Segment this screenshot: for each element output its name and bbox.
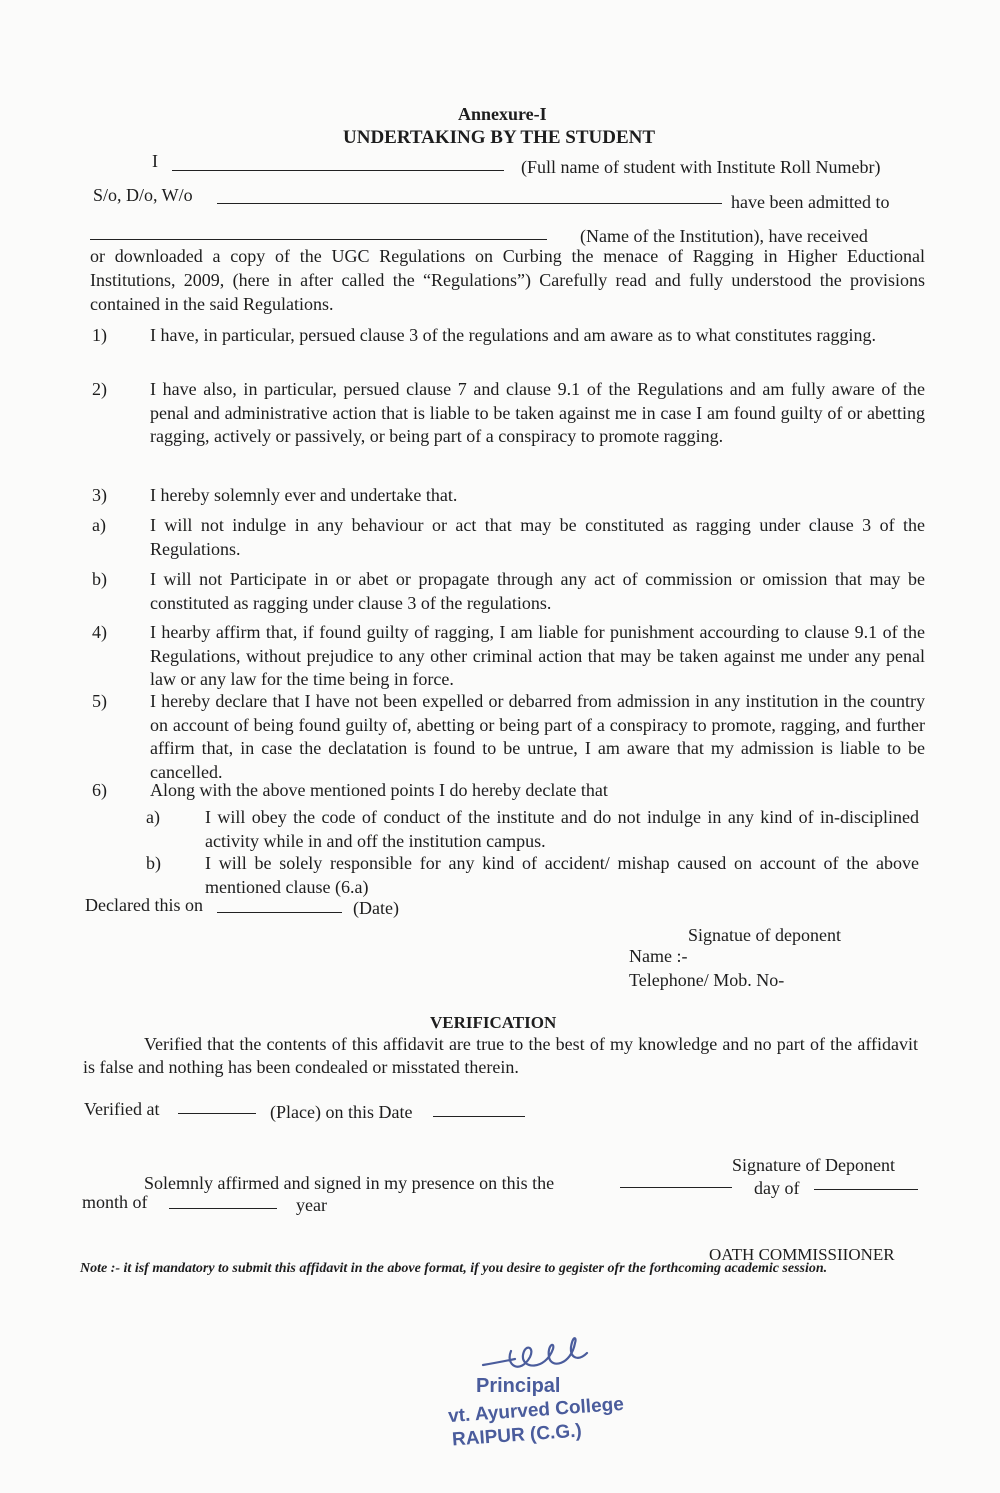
day-field[interactable]	[814, 1189, 918, 1190]
item-number: 5)	[92, 691, 107, 711]
verification-title: VERIFICATION	[430, 1013, 557, 1032]
item-number: 1)	[92, 325, 107, 345]
item-text: Along with the above mentioned points I do hereby declate that	[150, 780, 608, 800]
item-number: 6)	[92, 780, 107, 800]
item-text: I will not Participate in or abet or propagate through any act of commission or omission that may be constituted as ragging under clause 3 of the regulations.	[150, 569, 925, 613]
stamp-line-principal: Principal	[476, 1375, 561, 1397]
item-number: b)	[92, 569, 107, 589]
oath-commissioner-label: OATH COMMISSIIONER	[709, 1245, 895, 1264]
admitted-text: have been admitted to	[731, 192, 890, 212]
annexure-label: Annexure-I	[458, 104, 547, 124]
principal-stamp	[440, 1335, 640, 1455]
note-text: Note :- it isf mandatory to submit this affidavit in the above format, if you desire to gegister ofr the forthcoming academic session.	[80, 1261, 828, 1276]
signature-deponent-label: Signature of Deponent	[732, 1155, 895, 1175]
verified-place-field[interactable]	[178, 1113, 256, 1114]
verified-date-field[interactable]	[433, 1116, 525, 1117]
stamp-line-city: RAIPUR (C.G.)	[451, 1420, 583, 1451]
solemnly-text: Solemnly affirmed and signed in my presence on this the	[144, 1173, 555, 1193]
item-text: I have, in particular, persued clause 3 of the regulations and am aware as to what constitutes ragging.	[150, 325, 877, 345]
institution-name-field[interactable]	[90, 239, 547, 240]
place-date-label: (Place) on this Date	[270, 1102, 413, 1122]
subitem-number: a)	[146, 807, 160, 827]
month-field[interactable]	[169, 1208, 277, 1209]
student-name-hint: (Full name of student with Institute Roll Numebr)	[521, 157, 881, 177]
month-of-label: month of	[82, 1192, 148, 1212]
year-label: year	[296, 1195, 327, 1215]
declared-date-field[interactable]	[217, 912, 342, 913]
deponent-phone-label: Telephone/ Mob. No-	[629, 970, 785, 990]
item-text: I hearby affirm that, if found guilty of ragging, I am liable for punishment accourding to clause 9.1 of the Regulations, without prejudice to any other criminal action that may be taken against me under any penal law or any law for the time being in force.	[150, 622, 925, 689]
declared-label: Declared this on	[85, 895, 203, 915]
institution-hint: (Name of the Institution), have received	[580, 226, 868, 246]
solemn-date-field[interactable]	[620, 1187, 732, 1188]
page-title: UNDERTAKING BY THE STUDENT	[343, 127, 656, 148]
verification-text: Verified that the contents of this affidavit are true to the best of my knowledge and no part of the affidavit is false and nothing has been condealed or misstated therein.	[83, 1034, 918, 1077]
student-name-field[interactable]	[172, 170, 504, 171]
item-number: 2)	[92, 379, 107, 399]
item-number: a)	[92, 515, 106, 535]
item-text: I will not indulge in any behaviour or act that may be constituted as ragging under clause 3 of the Regulations.	[150, 515, 925, 559]
intro-paragraph: or downloaded a copy of the UGC Regulations on Curbing the menace of Ragging in Higher Eductional Institutions, 2009, (here in after called the “Regulations”) Carefully read and fully understood the provisions contained in the said Regulations.	[90, 246, 925, 314]
i-label: I	[152, 151, 158, 171]
stamp-line-college: vt. Ayurved College	[447, 1393, 625, 1428]
item-number: 4)	[92, 622, 107, 642]
deponent-name-label: Name :-	[629, 946, 688, 966]
subitem-text: I will obey the code of conduct of the institute and do not indulge in any kind of in-disciplined activity while in and off the institution campus.	[205, 807, 919, 851]
item-number: 3)	[92, 485, 107, 505]
verified-at-label: Verified at	[84, 1099, 160, 1119]
item-text: I hereby declare that I have not been expelled or debarred from admission in any institution in the country on account of being found guilty of, abetting or being part of a conspiracy to promote, ragging, and further affirm that, in case the declatation is found to be untrue, I am aware that my admission is liable to be cancelled.	[150, 691, 925, 782]
item-text: I have also, in particular, persued clause 7 and clause 9.1 of the Regulations and am fully aware of the penal and administrative action that is liable to be taken against me in case I am found guilty of or abetting ragging, actively or passively, or being part of a conspiracy to promote ragging.	[150, 379, 925, 446]
relation-label: S/o, D/o, W/o	[93, 185, 193, 205]
day-of-label: day of	[754, 1178, 800, 1198]
subitem-number: b)	[146, 853, 161, 873]
declared-date-hint: (Date)	[353, 898, 399, 918]
subitem-text: I will be solely responsible for any kind of accident/ mishap caused on account of the above mentioned clause (6.a)	[205, 853, 919, 897]
item-text: I hereby solemnly ever and undertake that.	[150, 485, 458, 505]
parent-name-field[interactable]	[217, 203, 722, 204]
deponent-signature-label: Signatue of deponent	[688, 925, 841, 945]
